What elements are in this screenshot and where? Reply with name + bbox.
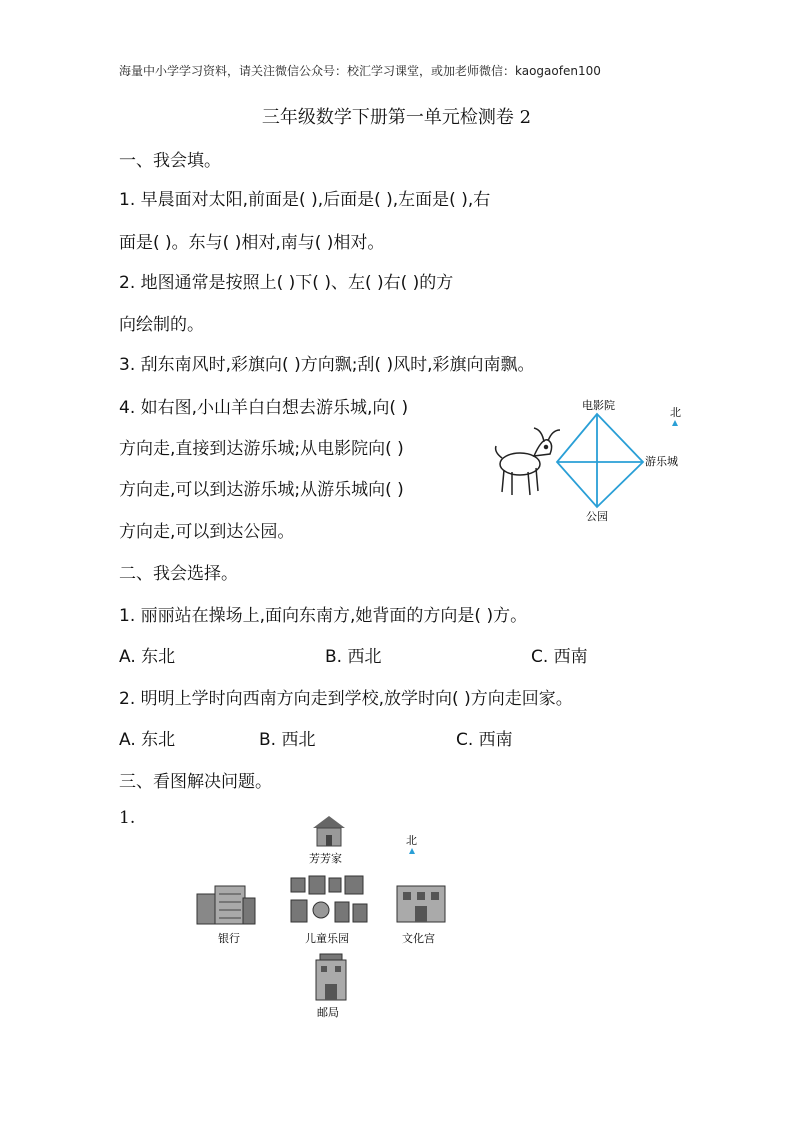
section1-heading: 一、我会填。	[119, 151, 221, 171]
s2-q1-option-a: A. 东北	[119, 647, 176, 667]
playground-icon	[291, 876, 367, 922]
s1-line-3: 2. 地图通常是按照上( )下( )、左( )右( )的方	[119, 273, 454, 293]
s1-line-6: 4. 如右图,小山羊白白想去游乐城,向( )	[119, 398, 409, 418]
goat-illustration	[496, 428, 560, 495]
post-office-icon	[316, 954, 346, 1000]
s3-q1-number: 1.	[119, 808, 136, 828]
map-label-post-office: 邮局	[317, 1006, 339, 1019]
s1-line-5: 3. 刮东南风时,彩旗向( )方向飘;刮( )风时,彩旗向南飘。	[119, 355, 535, 375]
s1-line-7: 方向走,直接到达游乐城;从电影院向( )	[119, 439, 404, 459]
s1-line-8: 方向走,可以到达游乐城;从游乐城向( )	[119, 480, 404, 500]
bank-building-icon	[197, 886, 255, 924]
fig-label-cinema: 电影院	[582, 399, 615, 412]
goat-direction-figure	[490, 392, 695, 527]
fig-label-amusement: 游乐城	[645, 455, 678, 468]
fig-label-park: 公园	[586, 510, 608, 523]
s2-q1-option-b: B. 西北	[325, 647, 382, 667]
s1-line-4: 向绘制的。	[119, 315, 204, 335]
fig-label-north: 北	[670, 406, 681, 419]
s1-line-2: 面是( )。东与( )相对,南与( )相对。	[119, 233, 385, 253]
map-label-north: 北	[406, 834, 417, 847]
location-map-figure	[185, 812, 465, 1027]
map-label-home: 芳芳家	[309, 852, 342, 865]
s2-q2-option-b: B. 西北	[259, 730, 316, 750]
s2-q1: 1. 丽丽站在操场上,面向东南方,她背面的方向是( )方。	[119, 606, 528, 626]
s1-line-9: 方向走,可以到达公园。	[119, 522, 295, 542]
section2-heading: 二、我会选择。	[119, 564, 238, 584]
page-header: 海量中小学学习资料，请关注微信公众号：校汇学习课堂，或加老师微信：kaogaofen100	[119, 64, 601, 78]
map-label-cultural-palace: 文化宫	[402, 932, 435, 945]
s2-q2: 2. 明明上学时向西南方向走到学校,放学时向( )方向走回家。	[119, 689, 573, 709]
cultural-palace-icon	[397, 886, 445, 922]
house-icon	[313, 816, 345, 846]
direction-diamond	[557, 414, 643, 507]
map-north-arrow-icon	[409, 848, 415, 854]
s2-q2-option-a: A. 东北	[119, 730, 176, 750]
s1-line-1: 1. 早晨面对太阳,前面是( ),后面是( ),左面是( ),右	[119, 190, 491, 210]
section3-heading: 三、看图解决问题。	[119, 772, 272, 792]
north-arrow-icon	[672, 420, 678, 426]
s2-q2-option-c: C. 西南	[456, 730, 513, 750]
s2-q1-option-c: C. 西南	[531, 647, 588, 667]
map-label-bank: 银行	[218, 932, 240, 945]
page-title: 三年级数学下册第一单元检测卷 2	[261, 107, 532, 128]
map-label-playground: 儿童乐园	[305, 932, 349, 945]
